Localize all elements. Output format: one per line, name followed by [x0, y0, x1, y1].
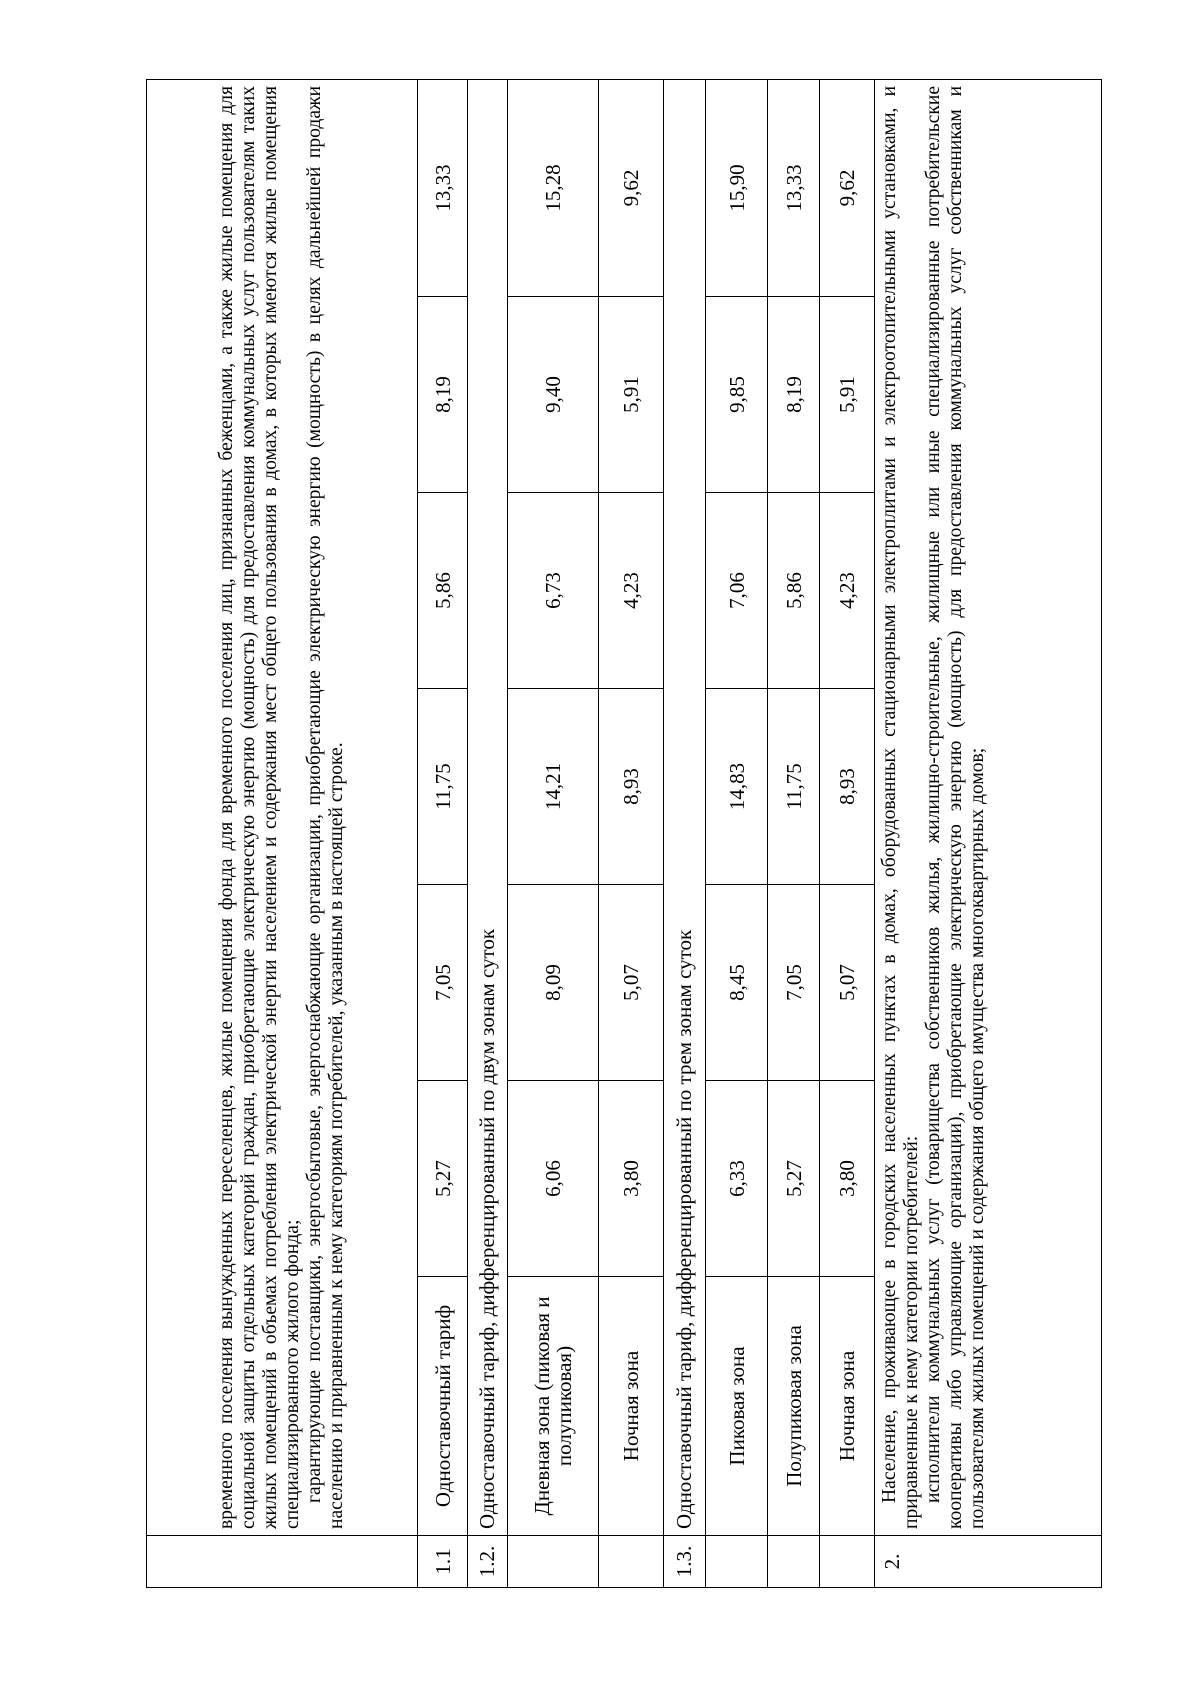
- value-cell: 5,91: [599, 297, 664, 493]
- row-label: Полупиковая зона: [768, 1277, 820, 1536]
- intro-row: [147, 79, 418, 1587]
- table-row: [468, 79, 508, 1587]
- value-cell: 4,23: [599, 493, 664, 689]
- row-label: Ночная зона: [599, 1277, 664, 1536]
- value-cell: 8,09: [507, 885, 599, 1081]
- table-row: [705, 79, 768, 1587]
- value-cell: 8,19: [768, 297, 820, 493]
- value-cell: 11,75: [768, 689, 820, 885]
- value-cell: 5,27: [418, 1081, 468, 1277]
- value-cell: 6,73: [507, 493, 599, 689]
- row-number: [507, 1536, 599, 1588]
- value-cell: 5,07: [820, 885, 874, 1081]
- value-cell: 4,23: [820, 493, 874, 689]
- section-2-text-cell: [874, 79, 1101, 1535]
- table-row: [418, 79, 468, 1587]
- row-label: Ночная зона: [820, 1277, 874, 1536]
- row-number: [768, 1536, 820, 1588]
- value-cell: 13,33: [418, 79, 468, 296]
- value-cell: 8,93: [599, 689, 664, 885]
- table-row: [599, 79, 664, 1587]
- value-cell: 3,80: [599, 1081, 664, 1277]
- row-number: 1.1: [418, 1536, 468, 1588]
- tariff-table: [146, 79, 1102, 1588]
- row-number: [705, 1536, 768, 1588]
- value-cell: 7,06: [705, 493, 768, 689]
- table-row: [507, 79, 599, 1587]
- intro-paragraph: гарантирующие поставщики, энергосбытовые, энергоснабжающие организации, приобретающие электрическую энергию (мощность) в целях дальнейшей продажи населению и приравненным к нему категориям потребителей, указанным в настоящей строке.: [304, 85, 348, 1529]
- value-cell: 5,86: [418, 493, 468, 689]
- value-cell: 8,19: [418, 297, 468, 493]
- row-label: Дневная зона (пиковая и полупиковая): [507, 1277, 599, 1536]
- row-group-header: Одноставочный тариф, дифференцированный по трем зонам суток: [664, 79, 706, 1535]
- section-2-paragraph: исполнители коммунальных услуг (товарищества собственников жилья, жилищно-строительные, жилищные или иные специализированные потребительские кооперативы либо управляющие организации), приобретающие электрическую энергию (мощность) для предоставления коммунальных услуг собственникам и пользователям жилых помещений и содержания общего имущества многоквартирных домов;: [922, 85, 988, 1529]
- value-cell: 11,75: [418, 689, 468, 885]
- section-2-row: [874, 79, 1101, 1587]
- value-cell: 7,05: [768, 885, 820, 1081]
- value-cell: 8,93: [820, 689, 874, 885]
- table-row: [664, 79, 706, 1587]
- row-number: [820, 1536, 874, 1588]
- value-cell: 6,33: [705, 1081, 768, 1277]
- row-number: [599, 1536, 664, 1588]
- row-label: Одноставочный тариф: [418, 1277, 468, 1536]
- value-cell: 9,62: [599, 79, 664, 296]
- section-2-paragraph: Население, проживающее в городских населенных пунктах в домах, оборудованных стационарными электроплитами и электроотопительными установками, и приравненные к нему категории потребителей:: [878, 85, 922, 1529]
- value-cell: 5,27: [768, 1081, 820, 1277]
- row-label: Пиковая зона: [705, 1277, 768, 1536]
- row-group-header: Одноставочный тариф, дифференцированный по двум зонам суток: [468, 79, 508, 1535]
- value-cell: 7,05: [418, 885, 468, 1081]
- intro-text-cell: [147, 79, 418, 1535]
- table-row: [768, 79, 820, 1587]
- row-number: 1.3.: [664, 1536, 706, 1588]
- value-cell: 15,90: [705, 79, 768, 296]
- value-cell: 14,21: [507, 689, 599, 885]
- value-cell: 5,07: [599, 885, 664, 1081]
- intro-paragraph: временного поселения вынужденных переселенцев, жилые помещения фонда для временного поселения лиц, признанных беженцами, а также жилые помещения для социальной защиты отдельных категорий граждан, приобретающие электрическую энергию (мощность) для предоставления коммунальных услуг пользователям таких жилых помещений в объемах потребления электрической энергии населением и содержания мест общего пользования в домах, в которых имеются жилые помещения специализированного жилого фонда;: [216, 85, 304, 1529]
- value-cell: 5,91: [820, 297, 874, 493]
- value-cell: 5,86: [768, 493, 820, 689]
- value-cell: 13,33: [768, 79, 820, 296]
- value-cell: 9,40: [507, 297, 599, 493]
- value-cell: 3,80: [820, 1081, 874, 1277]
- value-cell: 9,62: [820, 79, 874, 296]
- value-cell: 15,28: [507, 79, 599, 296]
- value-cell: 14,83: [705, 689, 768, 885]
- value-cell: 6,06: [507, 1081, 599, 1277]
- table-row: [820, 79, 874, 1587]
- row-number: 2.: [874, 1536, 1101, 1588]
- rotated-page: [146, 80, 1102, 1588]
- intro-num-cell: [147, 1536, 418, 1588]
- value-cell: 8,45: [705, 885, 768, 1081]
- row-number: 1.2.: [468, 1536, 508, 1588]
- value-cell: 9,85: [705, 297, 768, 493]
